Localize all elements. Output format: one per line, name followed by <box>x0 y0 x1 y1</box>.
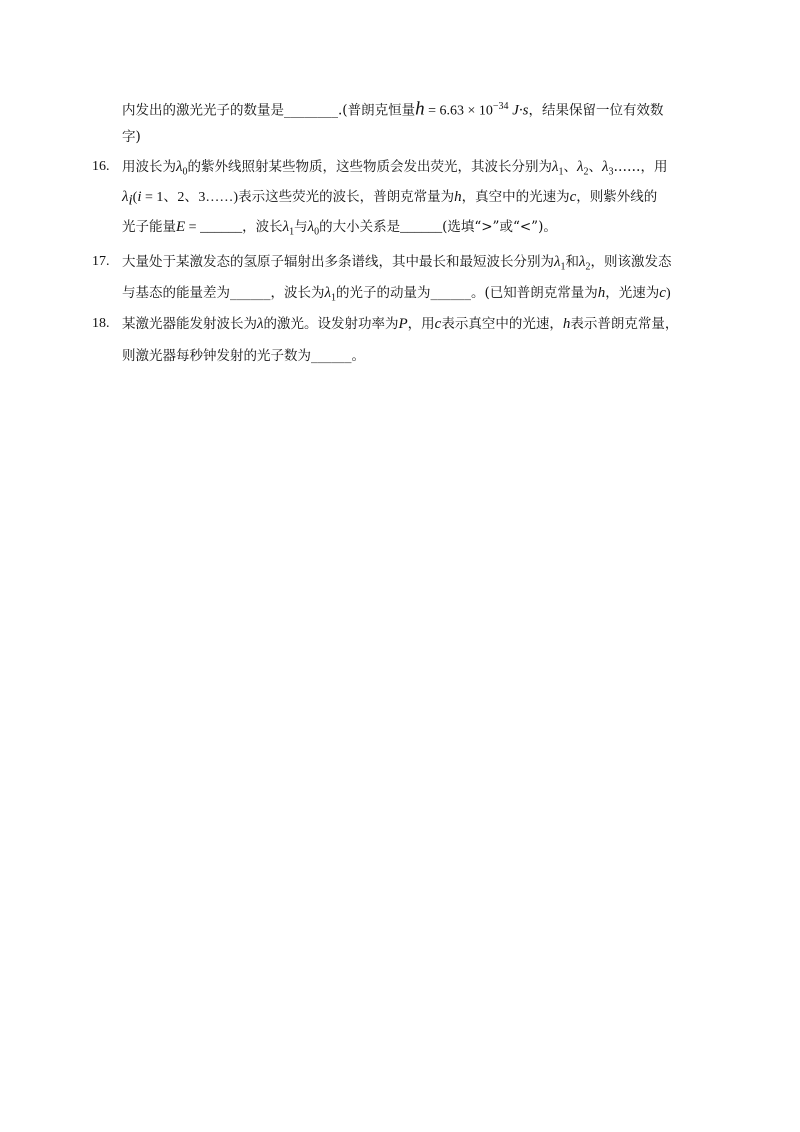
c-symbol: c <box>569 189 577 205</box>
q18-number: 18. <box>92 316 110 331</box>
q17-line1 <box>122 252 672 278</box>
subscript: 2 <box>585 261 591 273</box>
q15-exponent: −34 <box>492 101 509 112</box>
subscript: 1 <box>331 292 336 304</box>
q17-number: 17. <box>92 254 110 269</box>
lambda-symbol: λ <box>307 219 315 235</box>
q15-note-rest: ，结果保留一位有效数 <box>528 102 664 119</box>
q16-line3 <box>122 217 557 243</box>
c-symbol: c <box>659 285 666 301</box>
lambda-symbol: λ <box>257 316 264 332</box>
answer-blank: ______ <box>200 220 243 235</box>
q18-text: 的激光。设发射功率为 <box>263 316 399 332</box>
q17-text: 大量处于某激发态的氢原子辐射出多条谱线，其中最长和最短波长分别为 <box>122 254 554 270</box>
q18-text: 某激光器能发射波长为 <box>122 316 257 332</box>
q18-line1 <box>122 314 678 334</box>
h-symbol: h <box>562 316 571 332</box>
q17-line2 <box>122 283 671 309</box>
lambda-symbol: λ <box>552 159 559 175</box>
subscript: 3 <box>608 166 614 178</box>
q16-text: ，则紫外线的 <box>576 189 658 205</box>
q17-text: 的光子的动量为______。(已知普朗克常量为 <box>336 285 598 301</box>
q16-line1 <box>122 157 668 183</box>
index-symbol: i <box>137 189 142 205</box>
lambda-symbol: λ <box>602 159 609 175</box>
q18-text: 表示真空中的光速， <box>441 316 563 332</box>
q17-text: 与基态的能量差为______，波长为 <box>122 285 325 301</box>
lambda-symbol: λ <box>282 219 290 235</box>
subscript: 0 <box>314 226 320 238</box>
lambda-symbol: λ <box>324 285 331 301</box>
paren: ( <box>132 190 138 205</box>
lambda-symbol: λ <box>554 254 561 270</box>
q16-text: 的紫外线照射某些物质，这些物质会发出荧光，其波长分别为 <box>187 159 552 175</box>
q16-line2 <box>122 187 657 211</box>
q16-text: ，真空中的光速为 <box>461 189 570 205</box>
subscript: 1 <box>558 166 564 178</box>
q16-text: (选填“>”或“<”)。 <box>442 219 557 235</box>
separator: 、 <box>588 159 602 175</box>
q16-text: 光子能量 <box>122 219 176 235</box>
subscript: 2 <box>583 166 589 178</box>
q15-line1 <box>122 97 664 122</box>
lambda-symbol: λ <box>577 159 584 175</box>
q17-text: ，则该激发态 <box>590 254 672 270</box>
q15-cont-line2: 字) <box>122 129 141 145</box>
q18-text: 则激光器每秒钟发射的光子数为______。 <box>122 348 365 364</box>
q16-text: ，波长 <box>242 219 283 235</box>
subscript: 0 <box>182 166 188 178</box>
h-symbol: h <box>597 285 606 301</box>
q15-unit: J·s <box>508 102 529 119</box>
lambda-symbol: λ <box>122 189 129 205</box>
q18-line2 <box>122 346 365 366</box>
q15-line2 <box>122 127 141 147</box>
subscript: i <box>128 192 133 209</box>
q15-note-open: (普朗克恒量 <box>342 102 416 119</box>
q15-equation: = 6.63 × 10 <box>424 103 493 119</box>
q16-text: 用波长为 <box>122 159 176 175</box>
equals: = <box>185 220 201 235</box>
E-symbol: E <box>176 219 186 235</box>
q16-text: 的大小关系是 <box>319 219 401 235</box>
index-values: = 1、2、3……) <box>141 190 239 205</box>
separator: 、 <box>563 159 577 175</box>
subscript: 1 <box>289 226 295 238</box>
lambda-symbol: λ <box>176 159 183 175</box>
answer-blank: ______ <box>400 220 443 235</box>
q18-text: 表示普朗克常量， <box>570 316 679 332</box>
h-symbol: h <box>454 189 462 205</box>
paren: ) <box>665 286 671 301</box>
q16-number: 16. <box>92 159 110 174</box>
q17-text: 和 <box>565 254 579 270</box>
lambda-symbol: λ <box>579 254 586 270</box>
q15-h-symbol: h <box>415 98 425 120</box>
q16-text: 表示这些荧光的波长，普朗克常量为 <box>238 189 455 205</box>
c-symbol: c <box>434 316 442 332</box>
q15-cont-text: 内发出的激光光子的数量是________. <box>122 102 343 119</box>
q18-text: ，用 <box>407 316 435 332</box>
q16-text: ……，用 <box>613 159 668 175</box>
q17-text: ，光速为 <box>605 285 660 301</box>
subscript: 1 <box>560 261 566 273</box>
P-symbol: P <box>398 316 408 332</box>
q16-text: 与 <box>294 219 308 235</box>
